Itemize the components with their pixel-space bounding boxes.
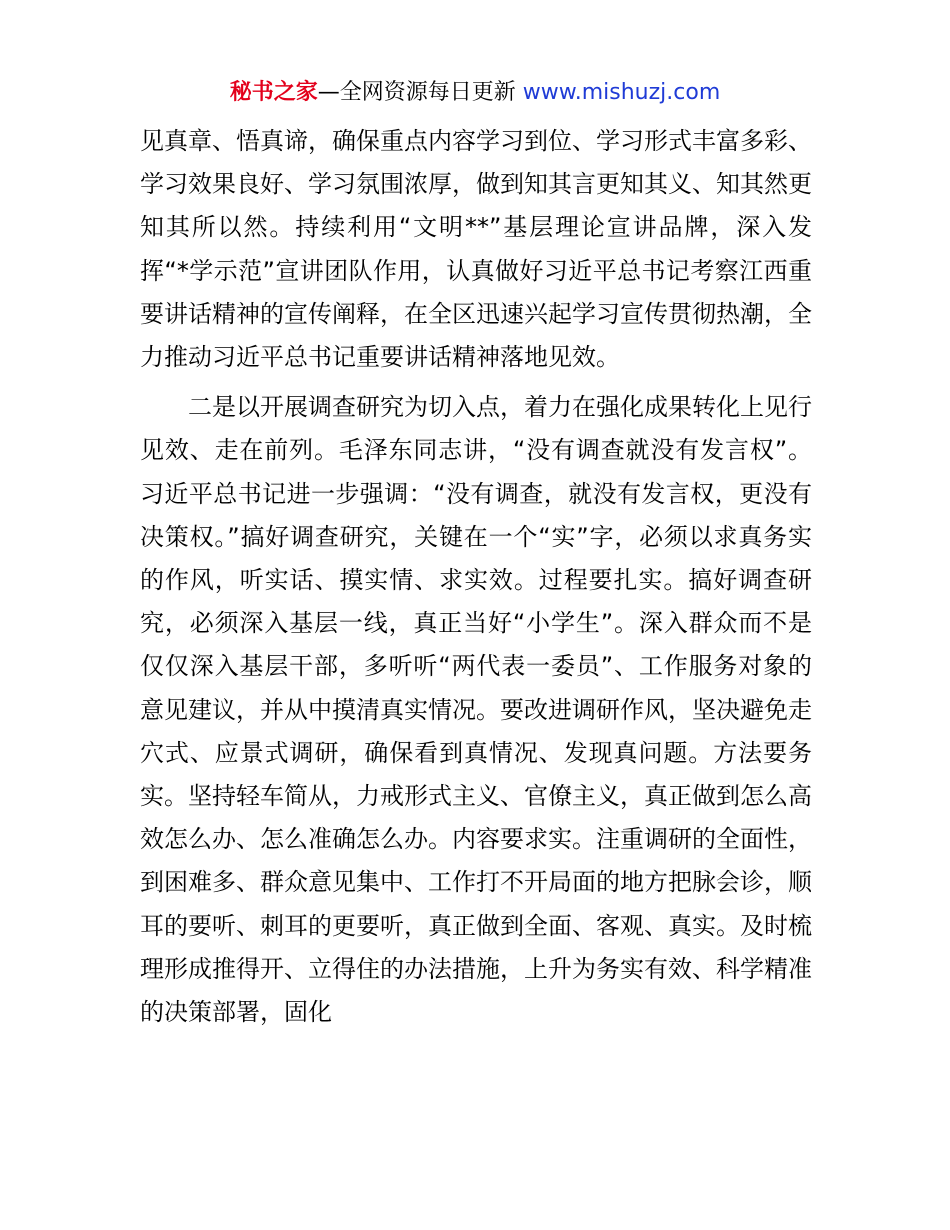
paragraph-investigation-research: 二是以开展调查研究为切入点，着力在强化成果转化上见行见效、走在前列。毛泽东同志讲，“没有调查就没有发言权”。习近平总书记进一步强调：“没有调查，就没有发言权，更没有决策权。”搞好调查研究，关键在一个“实”字，必须以求真务实的作风，听实话、摸实情、求实效。过程要扎实。搞好调查研究，必须深入基层一线，真正当好“小学生”。深入群众而不是仅仅深入基层干部，多听听“两代表一委员”、工作服务对象的意见建议，并从中摸清真实情况。要改进调研作风，坚决避免走穴式、应景式调研，确保看到真情况、发现真问题。方法要务实。坚持轻车简从，力戒形式主义、官僚主义，真正做到怎么高效怎么办、怎么准确怎么办。内容要求实。注重调研的全面性，到困难多、群众意见集中、工作打不开局面的地方把脉会诊，顺耳的要听、刺耳的更要听，真正做到全面、客观、真实。及时梳理形成推得开、立得住的办法措施，上升为务实有效、科学精准的决策部署，固化 [140, 393, 812, 1027]
document-body [140, 120, 812, 1034]
paragraph-continued: 见真章、悟真谛，确保重点内容学习到位、学习形式丰富多彩、学习效果良好、学习氛围浓厚，做到知其言更知其义、知其然更知其所以然。持续利用“文明**”基层理论宣讲品牌，深入发挥“*学示范”宣讲团队作用，认真做好习近平总书记考察江西重要讲话精神的宣传阐释，在全区迅速兴起学习宣传贯彻热潮，全力推动习近平总书记重要讲话精神落地见效。 [140, 127, 812, 372]
site-header [0, 78, 950, 108]
header-tagline: —全网资源每日更新 [317, 80, 516, 105]
site-url-link[interactable]: www.mishuzj.com [522, 80, 721, 105]
brand-name: 秘书之家 [229, 80, 318, 105]
